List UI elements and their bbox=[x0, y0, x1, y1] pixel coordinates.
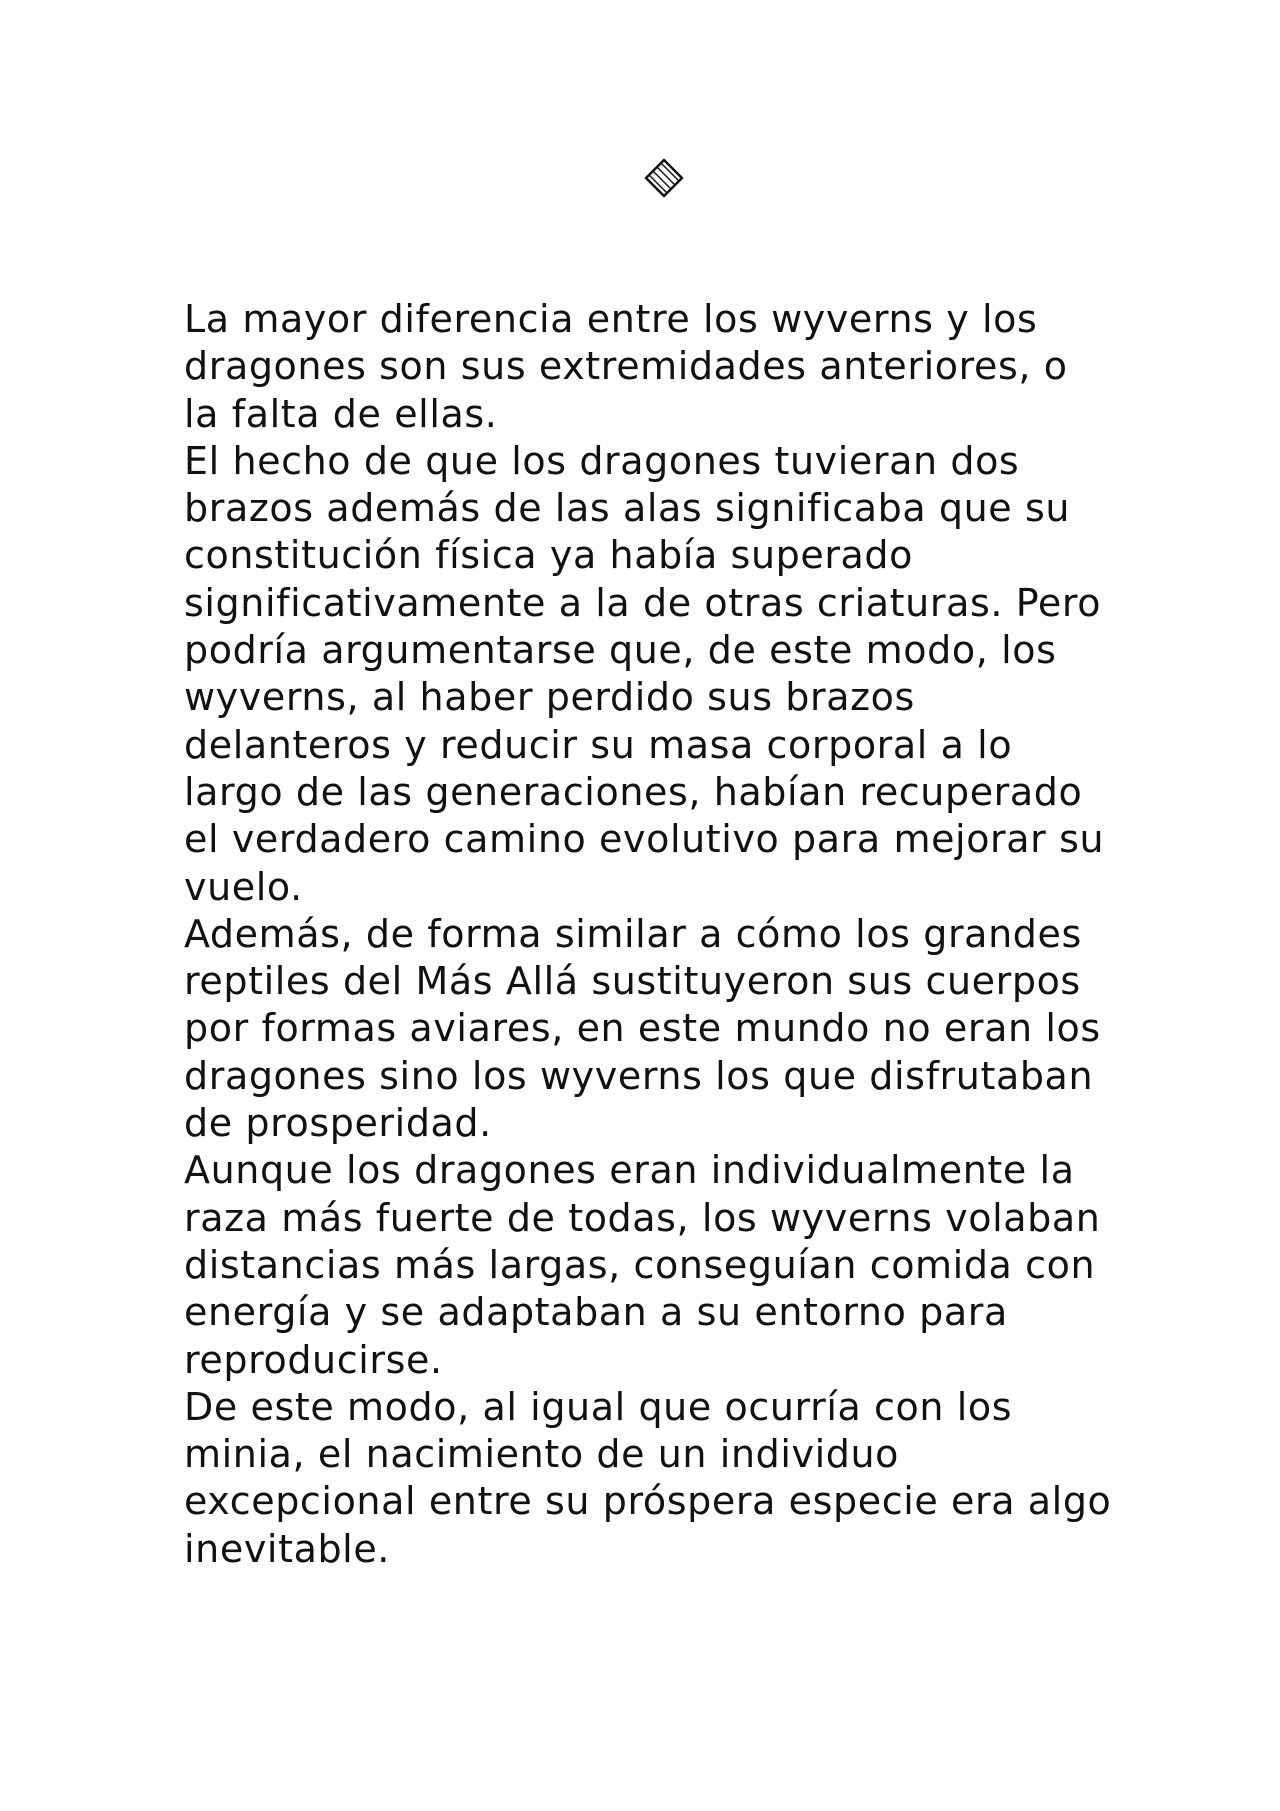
text-line: wyverns, al haber perdido sus brazos bbox=[184, 675, 915, 720]
text-line: inevitable. bbox=[184, 1526, 390, 1571]
text-line: reptiles del Más Allá sustituyeron sus cuerpos bbox=[184, 959, 1081, 1004]
text-line: minia, el nacimiento de un individuo bbox=[184, 1432, 900, 1477]
text-line: Aunque los dragones eran individualmente la bbox=[184, 1148, 1075, 1193]
text-line: vuelo. bbox=[184, 864, 303, 909]
text-line: dragones son sus extremidades anteriores, o bbox=[184, 344, 1068, 389]
text-line: largo de las generaciones, habían recuperado bbox=[184, 769, 1083, 814]
text-line: excepcional entre su próspera especie era algo bbox=[184, 1479, 1112, 1524]
text-line: la falta de ellas. bbox=[184, 391, 498, 436]
text-line: constitución física ya había superado bbox=[184, 533, 914, 578]
text-line: reproducirse. bbox=[184, 1337, 443, 1382]
text-line: energía y se adaptaban a su entorno para bbox=[184, 1290, 1008, 1335]
hatched-diamond-icon bbox=[644, 158, 684, 198]
body-text bbox=[184, 296, 1184, 1573]
text-line: raza más fuerte de todas, los wyverns volaban bbox=[184, 1195, 1101, 1240]
text-line: El hecho de que los dragones tuvieran dos bbox=[184, 438, 1020, 483]
text-line: delanteros y reducir su masa corporal a lo bbox=[184, 722, 1013, 767]
text-line: podría argumentarse que, de este modo, los bbox=[184, 628, 1057, 673]
text-line: el verdadero camino evolutivo para mejorar su bbox=[184, 817, 1105, 862]
text-line: de prosperidad. bbox=[184, 1101, 492, 1146]
text-line: La mayor diferencia entre los wyverns y los bbox=[184, 297, 1038, 341]
text-line: distancias más largas, conseguían comida con bbox=[184, 1242, 1096, 1287]
text-line: De este modo, al igual que ocurría con los bbox=[184, 1384, 1013, 1429]
text-line: por formas aviares, en este mundo no eran los bbox=[184, 1006, 1101, 1051]
text-line: significativamente a la de otras criaturas. Pero bbox=[184, 580, 1102, 625]
text-line: brazos además de las alas significaba que su bbox=[184, 486, 1071, 531]
text-line: dragones sino los wyverns los que disfrutaban bbox=[184, 1053, 1094, 1098]
text-line: Además, de forma similar a cómo los grandes bbox=[184, 911, 1082, 956]
